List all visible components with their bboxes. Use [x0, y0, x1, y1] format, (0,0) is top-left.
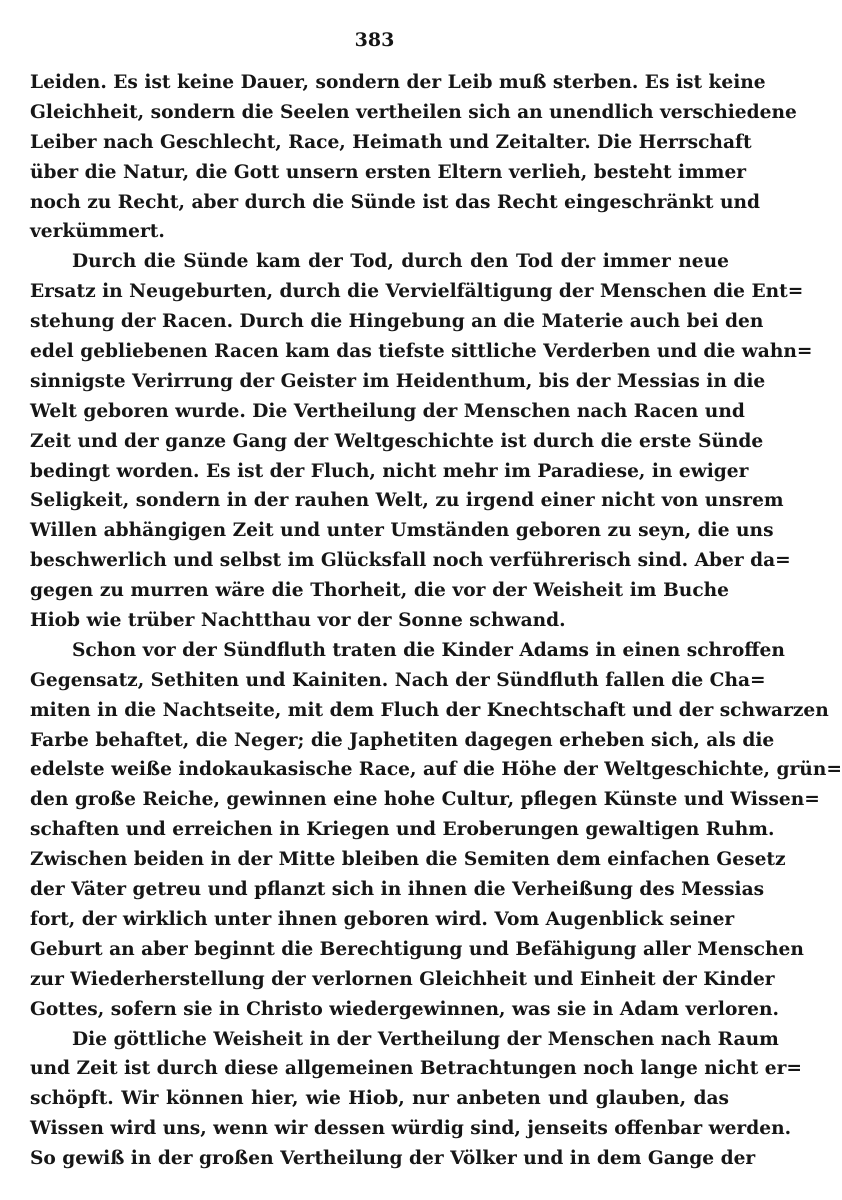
- text-line: der Väter getreu und pflanzt sich in ihnen die Verheißung des Messias: [30, 879, 765, 901]
- text-line: den große Reiche, gewinnen eine hohe Cultur, pflegen Künste und Wissen=: [30, 789, 820, 811]
- text-line: fort, der wirklich unter ihnen geboren wird. Vom Augenblick seiner: [30, 908, 735, 930]
- text-line: Ersatz in Neugeburten, durch die Vervielfältigung der Menschen die Ent=: [30, 281, 804, 303]
- text-line: Zwischen beiden in der Mitte bleiben die Semiten dem einfachen Gesetz: [30, 849, 786, 871]
- text-line: Willen abhängigen Zeit und unter Umständen geboren zu seyn, die uns: [30, 520, 774, 542]
- text-line: Gleichheit, sondern die Seelen vertheilen sich an unendlich verschiedene: [30, 101, 797, 123]
- text-line: edelste weiße indokaukasische Race, auf die Höhe der Weltgeschichte, grün=: [30, 759, 842, 781]
- text-line: Durch die Sünde kam der Tod, durch den Tod der immer neue: [72, 251, 729, 273]
- text-line: Seligkeit, sondern in der rauhen Welt, zu irgend einer nicht von unsrem: [30, 490, 784, 512]
- text-line: schöpft. Wir können hier, wie Hiob, nur anbeten und glauben, das: [30, 1088, 729, 1110]
- page-number: 383: [354, 29, 395, 51]
- text-line: noch zu Recht, aber durch die Sünde ist das Recht eingeschränkt und: [30, 191, 761, 213]
- text-line: schaften und erreichen in Kriegen und Eroberungen gewaltigen Ruhm.: [30, 819, 775, 841]
- text-line: beschwerlich und selbst im Glücksfall noch verführerisch sind. Aber da=: [30, 550, 791, 572]
- text-line: über die Natur, die Gott unsern ersten Eltern verlieh, besteht immer: [30, 161, 747, 183]
- text-line: Die göttliche Weisheit in der Vertheilung der Menschen nach Raum: [72, 1028, 779, 1050]
- text-line: Farbe behaftet, die Neger; die Japhetiten dagegen erheben sich, als die: [30, 729, 775, 751]
- text-line: Welt geboren wurde. Die Vertheilung der Menschen nach Racen und: [30, 400, 745, 422]
- text-line: Geburt an aber beginnt die Berechtigung und Befähigung aller Menschen: [30, 938, 804, 960]
- text-line: Wissen wird uns, wenn wir dessen würdig sind, jenseits offenbar werden.: [30, 1118, 792, 1140]
- text-line: Schon vor der Sündfluth traten die Kinder Adams in einen schroffen: [72, 639, 785, 661]
- text-line: So gewiß in der großen Vertheilung der Völker und in dem Gange der: [30, 1148, 756, 1170]
- text-line: Leiber nach Geschlecht, Race, Heimath und Zeitalter. Die Herrschaft: [30, 131, 752, 153]
- text-line: zur Wiederherstellung der verlornen Gleichheit und Einheit der Kinder: [30, 968, 775, 990]
- text-line: bedingt worden. Es ist der Fluch, nicht mehr im Paradiese, in ewiger: [30, 460, 749, 482]
- text-line: edel gebliebenen Racen kam das tiefste sittliche Verderben und die wahn=: [30, 341, 813, 363]
- text-line: und Zeit ist durch diese allgemeinen Betrachtungen noch lange nicht er=: [30, 1058, 802, 1080]
- paragraph: [30, 247, 813, 636]
- paragraph: [30, 636, 842, 1025]
- text-line: Zeit und der ganze Gang der Weltgeschichte ist durch die erste Sünde: [30, 430, 764, 452]
- text-line: sinnigste Verirrung der Geister im Heidenthum, bis der Messias in die: [30, 370, 766, 392]
- text-line: Gegensatz, Sethiten und Kainiten. Nach der Sündfluth fallen die Cha=: [30, 669, 766, 691]
- text-line: Hiob wie trüber Nachtthau vor der Sonne schwand.: [30, 610, 566, 632]
- text-line: Gottes, sofern sie in Christo wiedergewinnen, was sie in Adam verloren.: [30, 998, 779, 1020]
- body-text: [30, 68, 842, 1174]
- text-line: verkümmert.: [30, 221, 165, 243]
- paragraph: [30, 68, 797, 247]
- text-line: stehung der Racen. Durch die Hingebung an die Materie auch bei den: [30, 311, 764, 333]
- text-line: miten in die Nachtseite, mit dem Fluch der Knechtschaft und der schwarzen: [30, 699, 829, 721]
- text-line: gegen zu murren wäre die Thorheit, die vor der Weisheit im Buche: [30, 580, 729, 602]
- paragraph: [30, 1025, 802, 1174]
- text-line: Leiden. Es ist keine Dauer, sondern der Leib muß sterben. Es ist keine: [30, 72, 766, 93]
